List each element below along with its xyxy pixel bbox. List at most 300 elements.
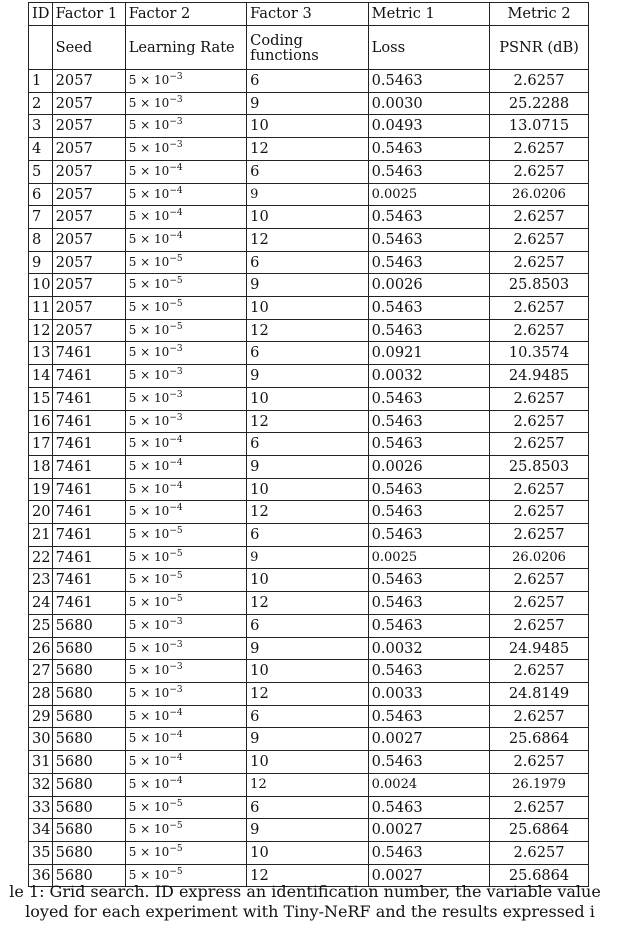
cell-id: 22 (29, 546, 53, 569)
cell-seed: 5680 (52, 796, 125, 819)
lr-base: 5 × 10 (128, 436, 170, 451)
lr-base: 5 × 10 (128, 300, 170, 315)
cell-coding-functions: 12 (247, 773, 368, 796)
lr-exponent: −3 (169, 662, 183, 673)
cell-coding-functions: 6 (247, 433, 368, 456)
cell-coding-functions: 12 (247, 319, 368, 342)
cell-learning-rate (125, 796, 246, 819)
cell-seed: 7461 (52, 410, 125, 433)
table-row (29, 387, 589, 410)
cell-seed: 5680 (52, 819, 125, 842)
caption-line-2: loyed for each experiment with Tiny-NeRF and the results expressed i (25, 902, 595, 921)
cell-seed: 5680 (52, 864, 125, 887)
cell-seed: 7461 (52, 342, 125, 365)
cell-id: 21 (29, 524, 53, 547)
lr-exponent: −5 (169, 571, 183, 582)
cell-loss: 0.5463 (368, 410, 489, 433)
table-row (29, 319, 589, 342)
cell-psnr: 25.2288 (490, 92, 589, 115)
cell-loss: 0.0033 (368, 682, 489, 705)
lr-base: 5 × 10 (128, 118, 170, 133)
lr-base: 5 × 10 (128, 186, 170, 201)
lr-base: 5 × 10 (128, 141, 170, 156)
cell-seed: 2057 (52, 160, 125, 183)
cell-coding-functions: 9 (247, 455, 368, 478)
cell-psnr: 25.6864 (490, 864, 589, 887)
lr-exponent: −5 (169, 276, 183, 287)
cell-psnr: 2.6257 (490, 501, 589, 524)
lr-base: 5 × 10 (128, 504, 170, 519)
cell-seed: 7461 (52, 365, 125, 388)
cell-id: 31 (29, 751, 53, 774)
cell-coding-functions: 9 (247, 365, 368, 388)
cell-loss: 0.5463 (368, 387, 489, 410)
cell-coding-functions: 9 (247, 728, 368, 751)
cell-loss: 0.0025 (368, 183, 489, 206)
cell-coding-functions: 9 (247, 183, 368, 206)
cell-loss: 0.0026 (368, 274, 489, 297)
header-learning-rate: Learning Rate (125, 26, 246, 70)
table-row (29, 614, 589, 637)
lr-exponent: −5 (169, 526, 183, 537)
cell-id: 17 (29, 433, 53, 456)
lr-exponent: −5 (169, 821, 183, 832)
lr-base: 5 × 10 (128, 368, 170, 383)
cell-psnr: 24.9485 (490, 637, 589, 660)
cell-learning-rate (125, 251, 246, 274)
cell-loss: 0.5463 (368, 206, 489, 229)
cell-seed: 2057 (52, 319, 125, 342)
cell-psnr: 2.6257 (490, 592, 589, 615)
cell-id: 13 (29, 342, 53, 365)
cell-loss: 0.5463 (368, 614, 489, 637)
lr-exponent: −4 (169, 185, 183, 196)
cell-psnr: 2.6257 (490, 138, 589, 161)
lr-exponent: −3 (169, 344, 183, 355)
cell-id: 2 (29, 92, 53, 115)
lr-exponent: −3 (169, 72, 183, 82)
lr-exponent: −4 (169, 775, 183, 786)
cell-learning-rate (125, 455, 246, 478)
cell-loss: 0.5463 (368, 501, 489, 524)
cell-loss: 0.0026 (368, 455, 489, 478)
cell-loss: 0.0027 (368, 819, 489, 842)
cell-seed: 5680 (52, 705, 125, 728)
cell-learning-rate (125, 841, 246, 864)
cell-learning-rate (125, 70, 246, 93)
cell-learning-rate (125, 92, 246, 115)
header-id-blank (29, 26, 53, 70)
cell-psnr: 2.6257 (490, 524, 589, 547)
header-psnr: PSNR (dB) (490, 26, 589, 70)
table-row (29, 228, 589, 251)
cell-coding-functions: 10 (247, 751, 368, 774)
cell-learning-rate (125, 546, 246, 569)
grid-search-table (28, 2, 589, 887)
lr-exponent: −5 (169, 321, 183, 332)
cell-learning-rate (125, 614, 246, 637)
cell-id: 30 (29, 728, 53, 751)
cell-loss: 0.5463 (368, 251, 489, 274)
table-row (29, 160, 589, 183)
cell-loss: 0.5463 (368, 569, 489, 592)
cell-seed: 2057 (52, 251, 125, 274)
lr-exponent: −3 (169, 684, 183, 695)
header-row-names (29, 26, 589, 70)
cell-id: 7 (29, 206, 53, 229)
lr-exponent: −5 (169, 299, 183, 310)
cell-coding-functions: 9 (247, 819, 368, 842)
table-row (29, 433, 589, 456)
cell-seed: 7461 (52, 546, 125, 569)
lr-exponent: −3 (169, 412, 183, 423)
lr-exponent: −4 (169, 480, 183, 491)
cell-id: 15 (29, 387, 53, 410)
cell-coding-functions: 9 (247, 546, 368, 569)
lr-exponent: −5 (169, 843, 183, 854)
lr-base: 5 × 10 (128, 322, 170, 337)
cell-id: 6 (29, 183, 53, 206)
cell-loss: 0.5463 (368, 297, 489, 320)
cell-id: 8 (29, 228, 53, 251)
lr-base: 5 × 10 (128, 481, 170, 496)
cell-coding-functions: 10 (247, 841, 368, 864)
cell-loss: 0.0032 (368, 365, 489, 388)
cell-loss: 0.5463 (368, 478, 489, 501)
cell-loss: 0.0027 (368, 728, 489, 751)
cell-psnr: 2.6257 (490, 319, 589, 342)
cell-psnr: 2.6257 (490, 841, 589, 864)
cell-learning-rate (125, 410, 246, 433)
cell-learning-rate (125, 501, 246, 524)
cell-coding-functions: 10 (247, 660, 368, 683)
cell-seed: 2057 (52, 274, 125, 297)
lr-base: 5 × 10 (128, 390, 170, 405)
lr-base: 5 × 10 (128, 754, 170, 769)
cell-loss: 0.0030 (368, 92, 489, 115)
cell-psnr: 2.6257 (490, 705, 589, 728)
cell-loss: 0.5463 (368, 319, 489, 342)
cell-seed: 7461 (52, 455, 125, 478)
table-row (29, 660, 589, 683)
lr-exponent: −5 (169, 798, 183, 809)
table-row (29, 705, 589, 728)
cell-learning-rate (125, 228, 246, 251)
cell-learning-rate (125, 660, 246, 683)
cell-coding-functions: 6 (247, 160, 368, 183)
cell-learning-rate (125, 297, 246, 320)
cell-loss: 0.5463 (368, 660, 489, 683)
cell-coding-functions: 6 (247, 524, 368, 547)
cell-id: 36 (29, 864, 53, 887)
cell-seed: 2057 (52, 228, 125, 251)
cell-learning-rate (125, 433, 246, 456)
cell-id: 9 (29, 251, 53, 274)
table-row (29, 115, 589, 138)
cell-id: 28 (29, 682, 53, 705)
header-coding-functions: Coding functions (247, 26, 368, 70)
lr-exponent: −4 (169, 457, 183, 468)
cell-seed: 7461 (52, 524, 125, 547)
header-metric-1: Metric 1 (368, 3, 489, 26)
cell-seed: 2057 (52, 297, 125, 320)
cell-psnr: 2.6257 (490, 206, 589, 229)
cell-id: 12 (29, 319, 53, 342)
cell-learning-rate (125, 773, 246, 796)
cell-id: 34 (29, 819, 53, 842)
lr-exponent: −3 (169, 367, 183, 378)
cell-psnr: 13.0715 (490, 115, 589, 138)
cell-seed: 7461 (52, 569, 125, 592)
cell-id: 23 (29, 569, 53, 592)
cell-coding-functions: 6 (247, 796, 368, 819)
table-row (29, 592, 589, 615)
cell-learning-rate (125, 569, 246, 592)
table-row (29, 841, 589, 864)
cell-id: 33 (29, 796, 53, 819)
cell-coding-functions: 10 (247, 206, 368, 229)
cell-coding-functions: 10 (247, 115, 368, 138)
cell-id: 19 (29, 478, 53, 501)
cell-psnr: 2.6257 (490, 228, 589, 251)
cell-psnr: 24.8149 (490, 682, 589, 705)
table-row (29, 342, 589, 365)
lr-base: 5 × 10 (128, 776, 170, 791)
cell-coding-functions: 6 (247, 614, 368, 637)
lr-exponent: −4 (169, 162, 183, 173)
cell-seed: 7461 (52, 478, 125, 501)
cell-psnr: 25.8503 (490, 455, 589, 478)
cell-learning-rate (125, 365, 246, 388)
cell-id: 10 (29, 274, 53, 297)
cell-psnr: 2.6257 (490, 614, 589, 637)
lr-base: 5 × 10 (128, 731, 170, 746)
cell-learning-rate (125, 138, 246, 161)
table-row (29, 682, 589, 705)
cell-psnr: 2.6257 (490, 433, 589, 456)
cell-seed: 5680 (52, 682, 125, 705)
cell-psnr: 2.6257 (490, 251, 589, 274)
cell-loss: 0.5463 (368, 160, 489, 183)
cell-id: 24 (29, 592, 53, 615)
cell-psnr: 24.9485 (490, 365, 589, 388)
cell-loss: 0.0024 (368, 773, 489, 796)
lr-base: 5 × 10 (128, 549, 170, 564)
lr-base: 5 × 10 (128, 799, 170, 814)
cell-learning-rate (125, 682, 246, 705)
caption-line-1: le 1: Grid search. ID express an identification number, the variable value (9, 882, 601, 901)
cell-learning-rate (125, 751, 246, 774)
cell-seed: 5680 (52, 751, 125, 774)
lr-base: 5 × 10 (128, 685, 170, 700)
cell-psnr: 26.0206 (490, 546, 589, 569)
cell-learning-rate (125, 183, 246, 206)
lr-exponent: −4 (169, 230, 183, 241)
cell-seed: 2057 (52, 92, 125, 115)
cell-coding-functions: 10 (247, 569, 368, 592)
header-factor-2: Factor 2 (125, 3, 246, 26)
cell-seed: 7461 (52, 387, 125, 410)
cell-id: 11 (29, 297, 53, 320)
lr-exponent: −3 (169, 639, 183, 650)
lr-base: 5 × 10 (128, 209, 170, 224)
cell-psnr: 2.6257 (490, 387, 589, 410)
cell-learning-rate (125, 342, 246, 365)
cell-id: 16 (29, 410, 53, 433)
header-row-factors (29, 3, 589, 26)
lr-base: 5 × 10 (128, 844, 170, 859)
cell-loss: 0.5463 (368, 796, 489, 819)
cell-coding-functions: 6 (247, 705, 368, 728)
cell-learning-rate (125, 478, 246, 501)
table-row (29, 70, 589, 93)
cell-psnr: 2.6257 (490, 160, 589, 183)
table-row (29, 773, 589, 796)
cell-loss: 0.5463 (368, 751, 489, 774)
lr-exponent: −3 (169, 140, 183, 151)
table-row (29, 751, 589, 774)
table-row (29, 478, 589, 501)
cell-psnr: 2.6257 (490, 478, 589, 501)
cell-loss: 0.5463 (368, 228, 489, 251)
cell-coding-functions: 12 (247, 592, 368, 615)
cell-coding-functions: 12 (247, 864, 368, 887)
cell-learning-rate (125, 160, 246, 183)
lr-exponent: −3 (169, 94, 183, 105)
lr-base: 5 × 10 (128, 572, 170, 587)
cell-learning-rate (125, 592, 246, 615)
cell-loss: 0.5463 (368, 70, 489, 93)
table-row (29, 819, 589, 842)
cell-coding-functions: 9 (247, 637, 368, 660)
table-row (29, 365, 589, 388)
lr-base: 5 × 10 (128, 458, 170, 473)
cell-id: 5 (29, 160, 53, 183)
cell-seed: 7461 (52, 433, 125, 456)
table-row (29, 455, 589, 478)
table-row (29, 524, 589, 547)
cell-id: 3 (29, 115, 53, 138)
cell-seed: 5680 (52, 728, 125, 751)
cell-coding-functions: 6 (247, 70, 368, 93)
cell-loss: 0.5463 (368, 841, 489, 864)
table-row (29, 728, 589, 751)
lr-base: 5 × 10 (128, 867, 170, 882)
lr-exponent: −4 (169, 707, 183, 718)
cell-psnr: 2.6257 (490, 660, 589, 683)
cell-loss: 0.0025 (368, 546, 489, 569)
cell-seed: 5680 (52, 614, 125, 637)
table-row (29, 569, 589, 592)
lr-exponent: −5 (169, 866, 183, 877)
table-row (29, 138, 589, 161)
lr-base: 5 × 10 (128, 163, 170, 178)
table-row (29, 92, 589, 115)
header-loss: Loss (368, 26, 489, 70)
table-row (29, 297, 589, 320)
cell-learning-rate (125, 319, 246, 342)
cell-id: 14 (29, 365, 53, 388)
cell-id: 20 (29, 501, 53, 524)
cell-coding-functions: 6 (247, 251, 368, 274)
cell-seed: 5680 (52, 637, 125, 660)
cell-coding-functions: 9 (247, 92, 368, 115)
cell-coding-functions: 12 (247, 682, 368, 705)
cell-psnr: 2.6257 (490, 297, 589, 320)
lr-exponent: −4 (169, 208, 183, 219)
cell-coding-functions: 12 (247, 138, 368, 161)
lr-exponent: −5 (169, 594, 183, 605)
cell-loss: 0.5463 (368, 705, 489, 728)
cell-id: 32 (29, 773, 53, 796)
lr-base: 5 × 10 (128, 231, 170, 246)
lr-base: 5 × 10 (128, 617, 170, 632)
header-id: ID (29, 3, 53, 26)
header-factor-1: Factor 1 (52, 3, 125, 26)
cell-id: 1 (29, 70, 53, 93)
cell-coding-functions: 6 (247, 342, 368, 365)
table-row (29, 410, 589, 433)
table-row (29, 183, 589, 206)
cell-learning-rate (125, 705, 246, 728)
cell-seed: 5680 (52, 773, 125, 796)
table-row (29, 274, 589, 297)
cell-id: 27 (29, 660, 53, 683)
lr-exponent: −3 (169, 117, 183, 128)
cell-seed: 5680 (52, 841, 125, 864)
table-row (29, 637, 589, 660)
cell-learning-rate (125, 206, 246, 229)
lr-exponent: −4 (169, 730, 183, 741)
lr-base: 5 × 10 (128, 527, 170, 542)
table-row (29, 796, 589, 819)
cell-seed: 7461 (52, 501, 125, 524)
table-row (29, 206, 589, 229)
cell-loss: 0.0921 (368, 342, 489, 365)
lr-base: 5 × 10 (128, 95, 170, 110)
header-factor-3: Factor 3 (247, 3, 368, 26)
lr-base: 5 × 10 (128, 595, 170, 610)
cell-seed: 5680 (52, 660, 125, 683)
lr-exponent: −3 (169, 389, 183, 400)
cell-loss: 0.5463 (368, 138, 489, 161)
cell-id: 25 (29, 614, 53, 637)
cell-learning-rate (125, 637, 246, 660)
cell-psnr: 25.6864 (490, 728, 589, 751)
cell-seed: 2057 (52, 70, 125, 93)
cell-coding-functions: 9 (247, 274, 368, 297)
lr-base: 5 × 10 (128, 254, 170, 269)
cell-seed: 2057 (52, 138, 125, 161)
cell-coding-functions: 12 (247, 501, 368, 524)
table-caption (0, 882, 640, 922)
cell-psnr: 2.6257 (490, 70, 589, 93)
cell-psnr: 25.6864 (490, 819, 589, 842)
cell-psnr: 2.6257 (490, 796, 589, 819)
header-metric-2: Metric 2 (490, 3, 589, 26)
cell-id: 4 (29, 138, 53, 161)
lr-base: 5 × 10 (128, 277, 170, 292)
lr-base: 5 × 10 (128, 413, 170, 428)
table-body (29, 70, 589, 887)
lr-exponent: −4 (169, 503, 183, 514)
lr-base: 5 × 10 (128, 640, 170, 655)
lr-exponent: −3 (169, 616, 183, 627)
table-row (29, 251, 589, 274)
cell-id: 26 (29, 637, 53, 660)
cell-id: 35 (29, 841, 53, 864)
cell-psnr: 2.6257 (490, 410, 589, 433)
